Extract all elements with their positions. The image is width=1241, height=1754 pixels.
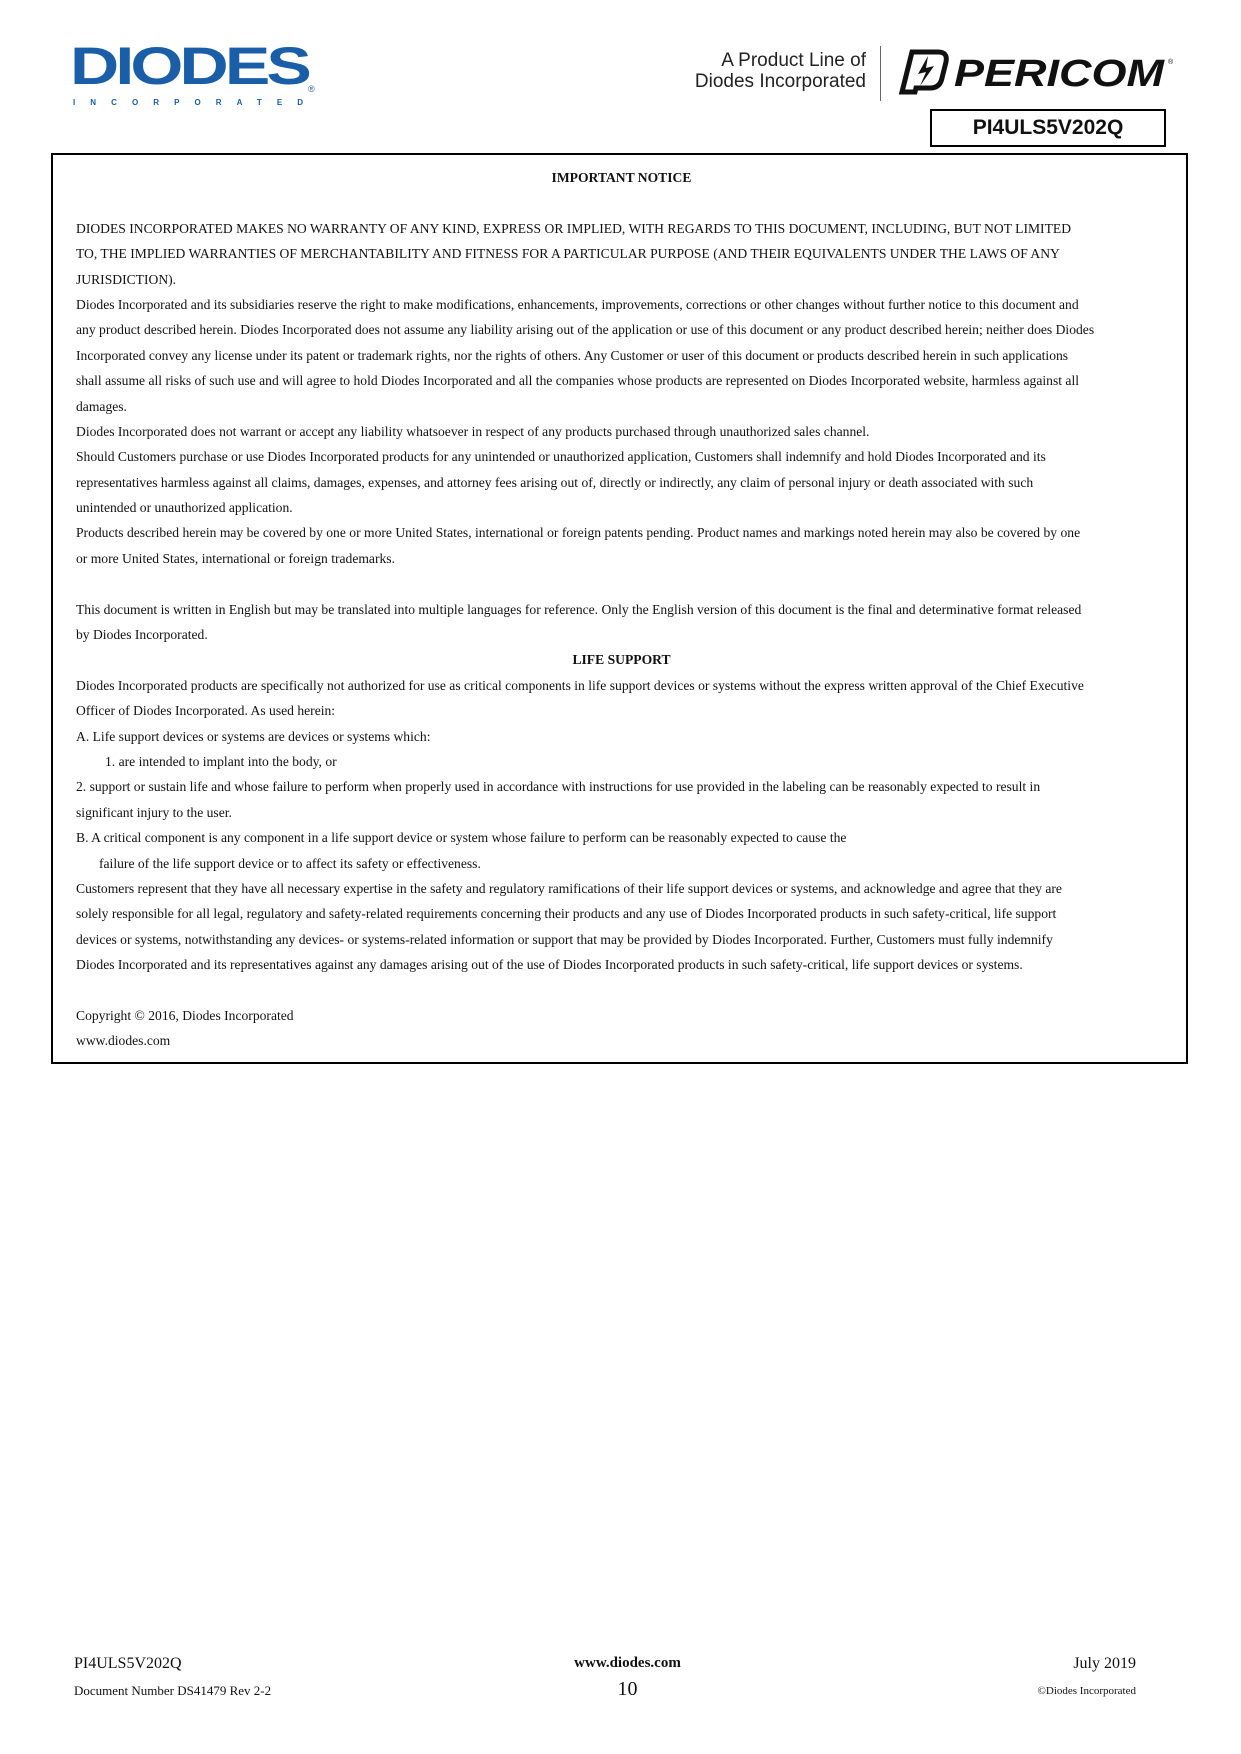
footer-website[interactable]: www.diodes.com bbox=[574, 1655, 681, 1671]
item-a: A. Life support devices or systems are devices or systems which: bbox=[76, 728, 431, 744]
life-support-line: Officer of Diodes Incorporated. As used herein: bbox=[76, 703, 336, 719]
language-line: This document is written in English but may be translated into multiple languages for reference. Only the English version of this document is the final and determinative format released bbox=[76, 601, 1082, 617]
notice-line: shall assume all risks of such use and will agree to hold Diodes Incorporated and all the companies whose products are represented on Diodes Incorporated website, harmless against all bbox=[76, 373, 1079, 389]
customers-line: Customers represent that they have all necessary expertise in the safety and regulatory ramifications of their life support devices or systems, and acknowledge and agree that they are bbox=[76, 880, 1062, 896]
website-link[interactable]: www.diodes.com bbox=[76, 1033, 171, 1049]
footer-doc-number: Document Number DS41479 Rev 2-2 bbox=[74, 1683, 272, 1698]
customers-line: devices or systems, notwithstanding any devices- or systems-related information or support that may be provided by Diodes Incorporated. Further, Customers must fully indemnify bbox=[76, 931, 1053, 947]
footer-date: July 2019 bbox=[1073, 1655, 1136, 1672]
notice-line: or more United States, international or foreign trademarks. bbox=[76, 550, 395, 566]
item-a2-line: 2. support or sustain life and whose failure to perform when properly used in accordance with instructions for use provided in the labeling can be reasonably expected to result in bbox=[76, 779, 1041, 795]
part-number-box: PI4ULS5V202Q bbox=[930, 109, 1166, 147]
header-divider bbox=[880, 46, 881, 101]
language-line: by Diodes Incorporated. bbox=[76, 627, 208, 643]
product-line-label bbox=[640, 50, 866, 92]
notice-line: Diodes Incorporated and its subsidiaries reserve the right to make modifications, enhancements, improvements, corrections or other changes without further notice to this document and bbox=[76, 296, 1079, 312]
item-b: B. A critical component is any component in a life support device or system whose failure to perform can be reasonably expected to cause the bbox=[76, 830, 847, 846]
item-a1: 1. are intended to implant into the body, or bbox=[105, 753, 337, 769]
notice-line: TO, THE IMPLIED WARRANTIES OF MERCHANTABILITY AND FITNESS FOR A PARTICULAR PURPOSE (AND THEIR EQUIVALENTS UNDER THE LAWS OF ANY bbox=[76, 246, 1060, 262]
customers-line: Diodes Incorporated and its representatives against any damages arising out of the use of Diodes Incorporated products in such safety-critical, life support devices or systems. bbox=[76, 957, 1023, 973]
life-support-line: Diodes Incorporated products are specifically not authorized for use as critical components in life support devices or systems without the express written approval of the Chief Executive bbox=[76, 677, 1084, 693]
svg-text:®: ® bbox=[308, 84, 315, 94]
notice-line: representatives harmless against all claims, damages, expenses, and attorney fees arising out of, directly or indirectly, any claim of personal injury or death associated with such bbox=[76, 474, 1034, 490]
diodes-logo bbox=[70, 42, 325, 108]
product-line-1: A Product Line of bbox=[721, 50, 866, 71]
pericom-logo-text: PERICOM bbox=[954, 53, 1166, 95]
pericom-mark-icon bbox=[902, 52, 946, 92]
notice-line: any product described herein. Diodes Incorporated does not assume any liability arising out of the application or use of this document or any product described herein; neither does Diodes bbox=[76, 322, 1095, 338]
footer-page-number: 10 bbox=[617, 1678, 638, 1700]
pericom-logo bbox=[898, 48, 1180, 98]
footer-copyright: ©Diodes Incorporated bbox=[1037, 1685, 1136, 1697]
notice-content bbox=[76, 165, 1176, 1054]
diodes-logo-sub: INCORPORATED bbox=[73, 98, 303, 107]
important-notice-box bbox=[51, 153, 1188, 1064]
notice-line: Incorporated convey any license under its patent or trademark rights, nor the rights of others. Any Customer or user of this document or products described herein in such applications bbox=[76, 347, 1069, 363]
product-line-2: Diodes Incorporated bbox=[694, 71, 866, 92]
customers-line: solely responsible for all legal, regulatory and safety-related requirements concerning their products and any use of Diodes Incorporated products in such safety-critical, life support bbox=[76, 906, 1057, 922]
diodes-logo-text: DIODES bbox=[70, 42, 311, 96]
notice-line: Should Customers purchase or use Diodes Incorporated products for any unintended or unauthorized application, Customers shall indemnify and hold Diodes Incorporated and its bbox=[76, 449, 1046, 465]
notice-line: DIODES INCORPORATED MAKES NO WARRANTY OF ANY KIND, EXPRESS OR IMPLIED, WITH REGARDS TO THIS DOCUMENT, INCLUDING, BUT NOT LIMITED bbox=[76, 220, 1072, 236]
notice-line: JURISDICTION). bbox=[76, 271, 177, 287]
footer-part-number: PI4ULS5V202Q bbox=[74, 1655, 182, 1672]
item-b-cont: failure of the life support device or to affect its safety or effectiveness. bbox=[99, 855, 481, 871]
notice-line: Products described herein may be covered by one or more United States, international or foreign patents pending. Product names and markings noted herein may also be covered by one bbox=[76, 525, 1081, 541]
life-support-title: LIFE SUPPORT bbox=[572, 652, 671, 668]
copyright-text: Copyright © 2016, Diodes Incorporated bbox=[76, 1007, 294, 1023]
notice-line: damages. bbox=[76, 398, 127, 414]
notice-line: Diodes Incorporated does not warrant or accept any liability whatsoever in respect of any products purchased through unauthorized sales channel. bbox=[76, 423, 870, 439]
item-a2-line: significant injury to the user. bbox=[76, 804, 232, 820]
notice-title: IMPORTANT NOTICE bbox=[551, 170, 692, 185]
notice-line: unintended or unauthorized application. bbox=[76, 500, 293, 516]
svg-text:®: ® bbox=[1168, 59, 1174, 66]
